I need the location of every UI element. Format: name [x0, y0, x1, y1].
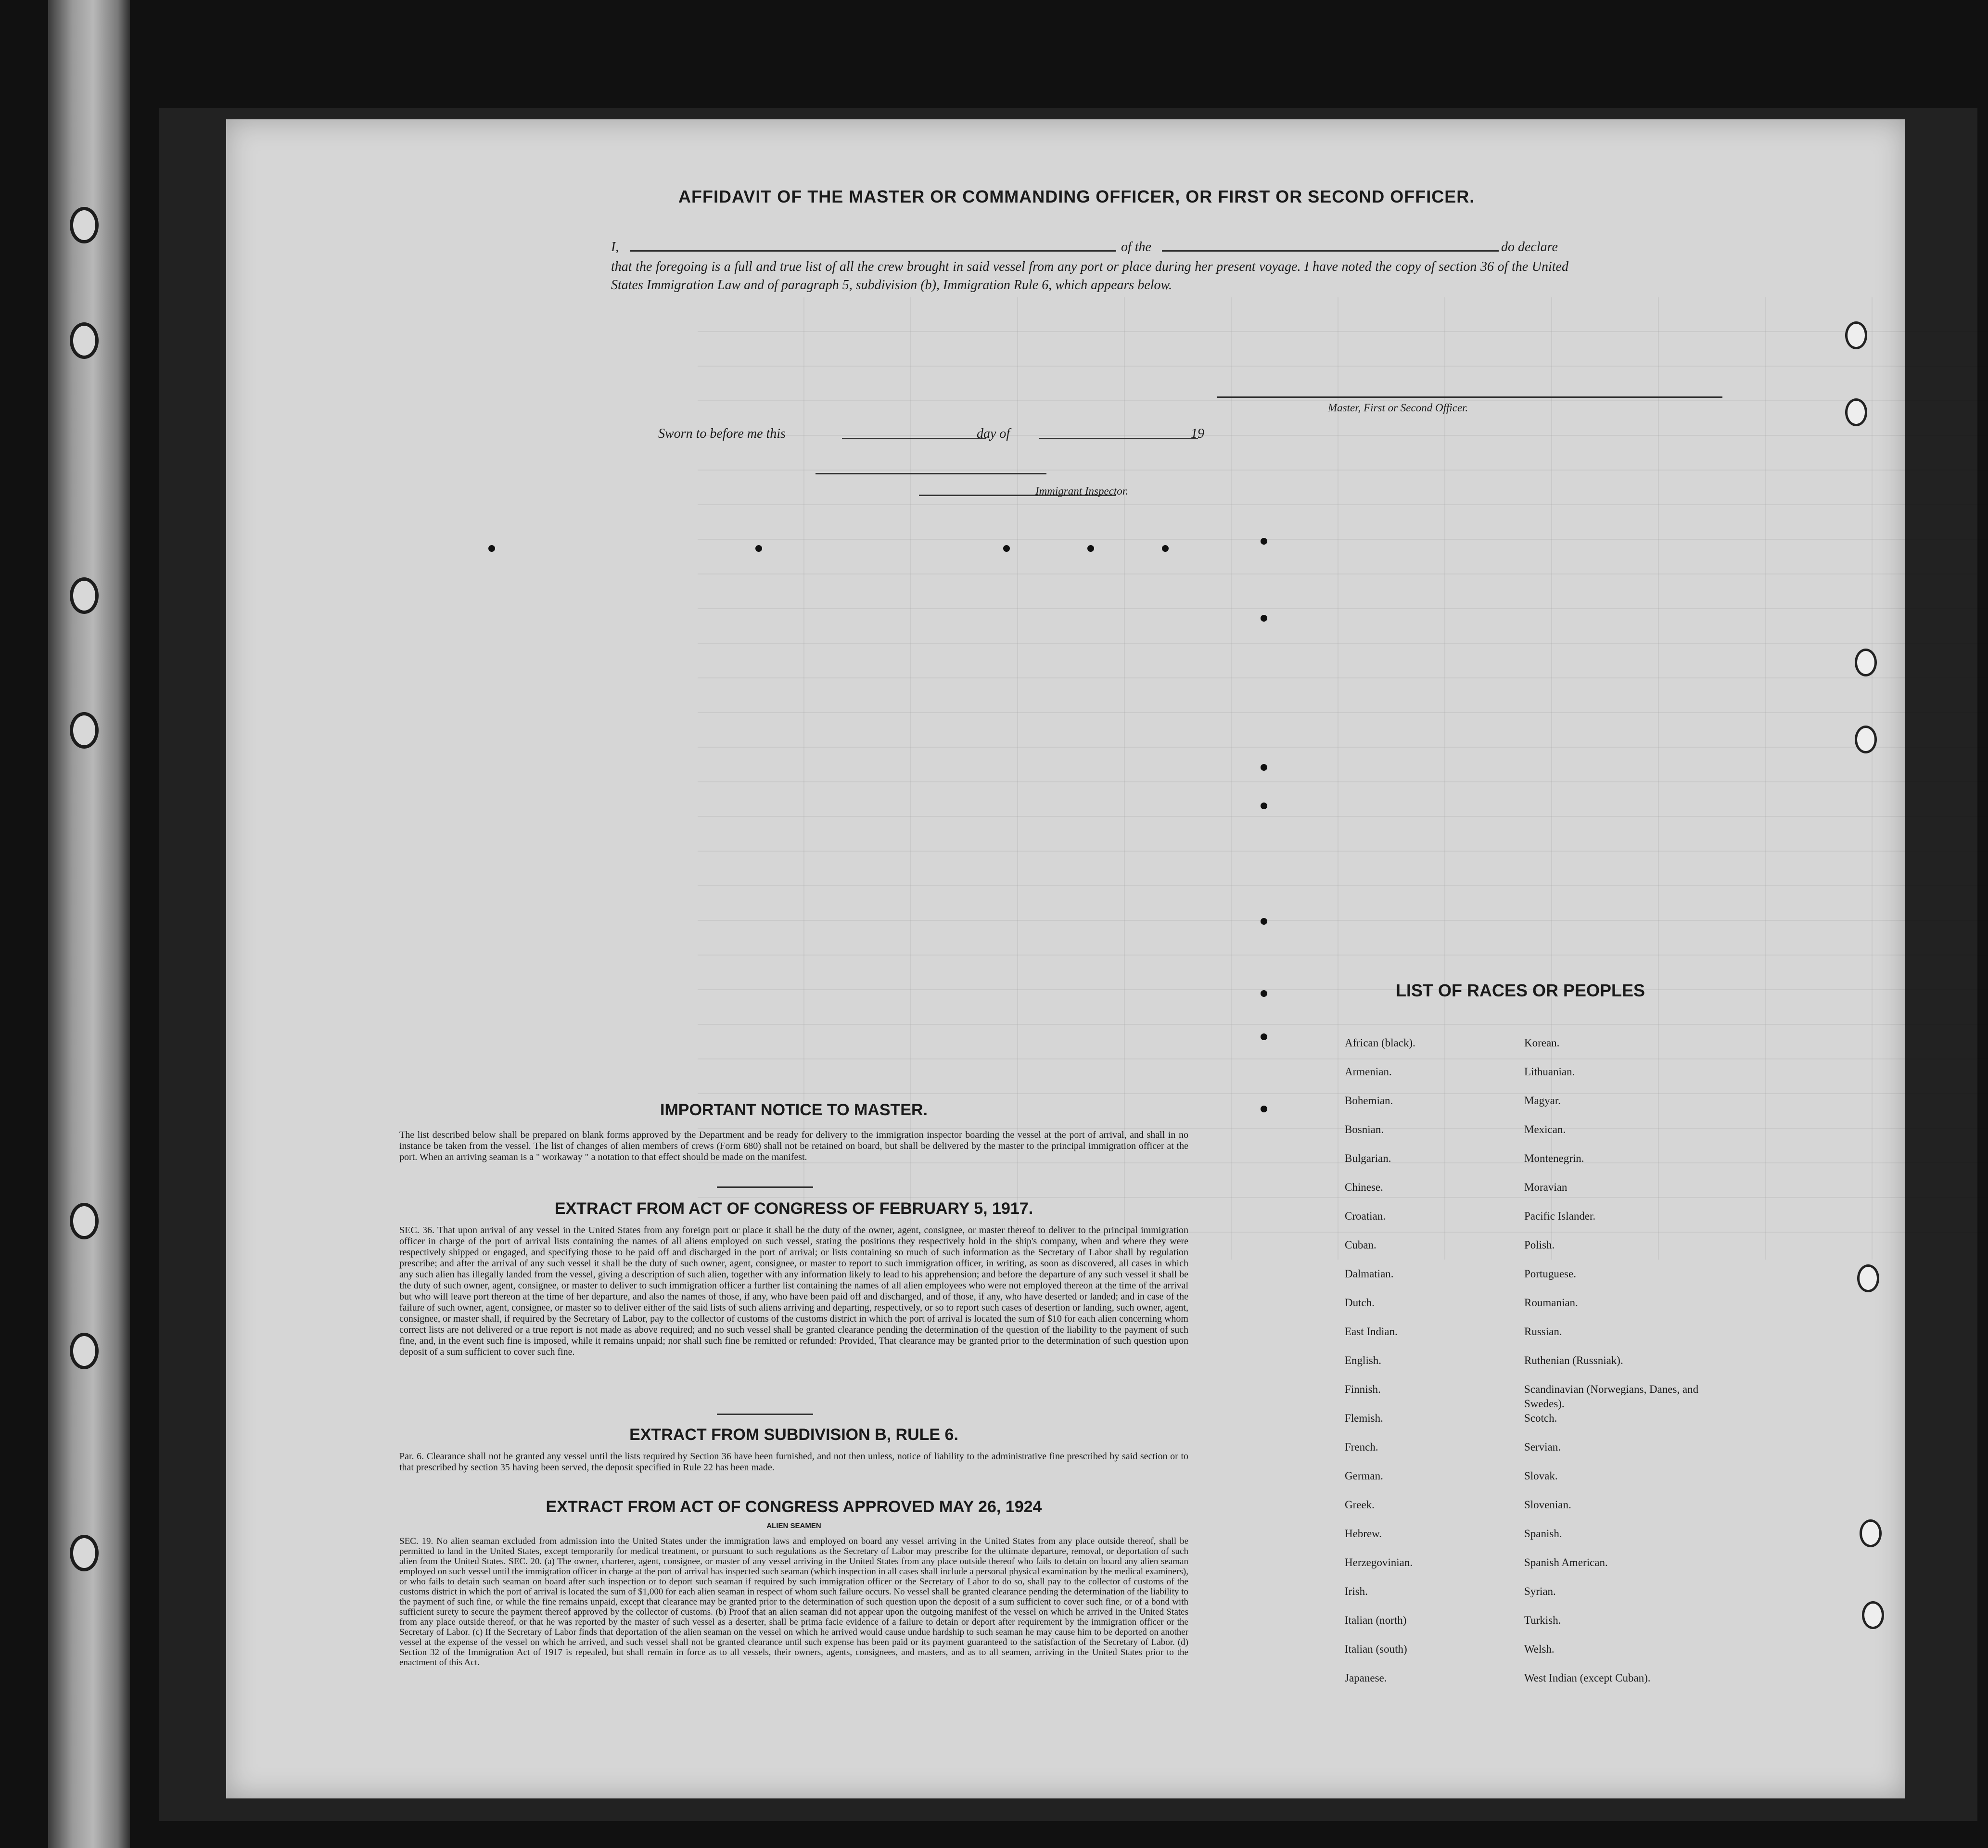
race-item: Lithuanian. [1524, 1066, 1575, 1078]
race-item: Spanish American. [1524, 1556, 1608, 1568]
mark-dot [1261, 764, 1267, 771]
mark-dot [1003, 545, 1010, 552]
race-item: Syrian. [1524, 1585, 1556, 1597]
punch-hole [1845, 321, 1867, 349]
race-item: Mexican. [1524, 1123, 1566, 1135]
race-item: Herzegovinian. [1345, 1556, 1413, 1568]
affidavit-declare: do declare [1501, 240, 1558, 255]
extract-1924-text: SEC. 19. No alien seaman excluded from admission into the United States under the immigration laws and employed on board any vessel arriving in the United States from any place outside thereof, shall be permitted to land in the United States, except temporarily for medical treatment, or pursuant to such regulations as the Secretary of Labor may prescribe for the ultimate departure, removal, or deportation of such alien from the United States. SEC. 20. (a) The owner, charterer, agent, consignee, or master of any vessel arriving in the United States from any place outside thereof who fails to detain on board any alien seaman employed on such vessel until the immigration officer in charge at the port of arrival has inspected such seaman (which inspection in all cases shall include a personal physical examination by the medical examiners), or who fails to detain such seaman on board after such inspection or to deport such seaman if required by such immigration officer or the Secretary of Labor to do so, shall pay to the collector of customs of the customs district in which the port of arrival is located the sum of $1,000 for each alien seaman in respect of whom such failure occurs. No vessel shall be granted clearance pending the determination of the liability to the payment of such fine, or while the fine remains unpaid, except that clearance may be granted prior to the determination of such question upon the deposit of a sum sufficient to cover such fine, or of a bond with sufficient surety to secure the payment thereof approved by the collector of customs. (b) Proof that an alien seaman did not appear upon the outgoing manifest of the vessel on which he arrived in the United States from any place outside thereof, or that he was reported by the master of such vessel as a deserter, shall be prima facie evidence of a failure to detain or deport after requirement by the immigration officer or the Secretary of Labor. (c) If the Secretary of Labor finds that deportation of the alien seaman on the vessel on which he arrived would cause undue hardship to such seaman he may cause him to be deported on another vessel at the expense of the vessel on which he arrived, and such vessel shall not be granted clearance until such expense has been paid or its payment guaranteed to the satisfaction of the Secretary of Labor. (d) Section 32 of the Immigration Act of 1917 is repealed, but shall remain in force as to all vessels, their owners, agents, consignees, and masters, and as to all seamen, arriving in the United States prior to the enactment of this Act. [399, 1536, 1188, 1668]
race-item: Moravian [1524, 1181, 1567, 1193]
binder-ring [70, 207, 99, 243]
master-label: Master, First or Second Officer. [1328, 402, 1468, 414]
mark-dot [1162, 545, 1169, 552]
race-item: Russian. [1524, 1325, 1562, 1338]
race-item: German. [1345, 1470, 1383, 1482]
races-title: LIST OF RACES OR PEOPLES [1395, 981, 1645, 1000]
race-item: Slovenian. [1524, 1499, 1571, 1511]
document-page [226, 119, 1905, 1798]
mark-dot [755, 545, 762, 552]
mark-dot [1261, 990, 1267, 997]
notice-text: The list described below shall be prepared on blank forms approved by the Department and be ready for delivery to the immigration inspector boarding the vessel at the port of arrival, and shall in no instance be taken from the vessel. The list of changes of alien members of crews (Form 680) shall not be retained on board, but shall be delivered by the master to the principal immigration officer at the port. When an arriving seaman is a " workaway " a notation to that effect should be made on the manifest. [399, 1130, 1188, 1162]
mark-dot [1261, 615, 1267, 622]
notice-title: IMPORTANT NOTICE TO MASTER. [660, 1101, 928, 1119]
year-prefix: 19 [1191, 426, 1204, 441]
race-item: Italian (north) [1345, 1614, 1407, 1626]
race-item: Portuguese. [1524, 1268, 1576, 1280]
race-item: Italian (south) [1345, 1643, 1407, 1655]
day-blank [842, 438, 986, 439]
punch-hole [1855, 649, 1877, 676]
binder-ring [70, 712, 99, 749]
race-item: Servian. [1524, 1441, 1561, 1453]
race-item: Bosnian. [1345, 1123, 1384, 1135]
affidavit-title: AFFIDAVIT OF THE MASTER OR COMMANDING OFFICER, OR FIRST OR SECOND OFFICER. [678, 187, 1475, 206]
mark-dot [1261, 538, 1267, 545]
mark-dot [488, 545, 495, 552]
divider [717, 1186, 813, 1188]
race-item: Turkish. [1524, 1614, 1561, 1626]
binder-strip [48, 0, 130, 1848]
race-item: Scandinavian (Norwegians, Danes, and Swedes). [1524, 1383, 1699, 1410]
race-item: Dutch. [1345, 1297, 1375, 1309]
master-signature-line [1217, 396, 1722, 398]
race-item: Slovak. [1524, 1470, 1558, 1482]
race-item: Cuban. [1345, 1239, 1376, 1251]
race-item: Montenegrin. [1524, 1152, 1584, 1164]
divider [717, 1414, 813, 1415]
race-item: Bulgarian. [1345, 1152, 1391, 1164]
race-item: Dalmatian. [1345, 1268, 1394, 1280]
binder-ring [70, 577, 99, 614]
month-blank [1039, 438, 1198, 439]
vessel-blank [1162, 250, 1499, 252]
mark-dot [1087, 545, 1094, 552]
affidavit-of-the: of the [1121, 240, 1151, 255]
mark-dot [1261, 1033, 1267, 1040]
race-item: East Indian. [1345, 1325, 1398, 1338]
race-item: African (black). [1345, 1037, 1415, 1049]
mark-dot [1261, 1106, 1267, 1112]
sworn-underline [816, 473, 1046, 474]
punch-hole [1862, 1601, 1884, 1629]
race-item: Croatian. [1345, 1210, 1386, 1222]
race-item: Magyar. [1524, 1095, 1561, 1107]
extract-1917-title: EXTRACT FROM ACT OF CONGRESS OF FEBRUARY 5, 1917. [554, 1199, 1033, 1218]
race-item: Bohemian. [1345, 1095, 1393, 1107]
race-item: Spanish. [1524, 1528, 1562, 1540]
binder-ring [70, 1333, 99, 1369]
race-item: Irish. [1345, 1585, 1368, 1597]
binder-ring [70, 1203, 99, 1239]
extract-1924-subtitle: ALIEN SEAMEN [766, 1522, 821, 1530]
race-item: Greek. [1345, 1499, 1375, 1511]
race-item: Finnish. [1345, 1383, 1381, 1395]
extract-1917-text: SEC. 36. That upon arrival of any vessel in the United States from any foreign port or place it shall be the duty of the owner, agent, consignee, or master thereof to deliver to the principal immigration officer in charge of the port of arrival lists containing the names of all aliens employed on such vessel, stating the positions they respectively hold in the ship's company, when and where they were respectively shipped or engaged, and specifying those to be paid off and discharged in the port of arrival; or lists containing so much of such information as the Secretary of Labor shall by regulation prescribe; and after the arrival of any such vessel it shall be the duty of such owner, agent, consignee, or master to report to such immigration officer, in writing, as soon as discovered, all cases in which any such alien has illegally landed from the vessel, giving a description of such alien, together with any information likely to lead to his apprehension; and before the departure of any such vessel it shall be the duty of such owner, agent, consignee, or master to deliver to such immigration officer a further list containing the names of all alien employees who were not employed thereon at the time of the arrival but who will leave port thereon at the time of her departure, and also the names of those, if any, who have been paid off and discharged, and of those, if any, who have deserted or landed; and in case of the failure of such owner, agent, consignee, or master so to deliver either of the said lists of such aliens arriving and departing, respectively, or so to report such cases of desertion or landing, such owner, agent, consignee, or master shall, if required by the Secretary of Labor, pay to the collector of customs of the customs district in which the port of arrival is located the sum of $10 for each alien concerning whom correct lists are not delivered or a true report is not made as above required; and no such vessel shall be granted clearance pending the determination of the question of the liability to the payment of such fine, and, in the event such fine is imposed, while it remains unpaid; nor shall such fine be remitted or refunded: Provided, That clearance may be granted prior to the determination of such question upon deposit of a sum sufficient to cover such fine. [399, 1225, 1188, 1357]
binder-ring [70, 1535, 99, 1571]
race-item: West Indian (except Cuban). [1524, 1672, 1651, 1684]
race-item: Japanese. [1345, 1672, 1387, 1684]
binder-ring [70, 322, 99, 359]
race-item: Hebrew. [1345, 1528, 1382, 1540]
extract-rule6-title: EXTRACT FROM SUBDIVISION B, RULE 6. [629, 1426, 958, 1444]
name-blank [630, 250, 1116, 252]
race-item: Welsh. [1524, 1643, 1555, 1655]
day-of-label: day of [977, 426, 1010, 441]
races-left-column [1345, 1036, 1518, 1700]
mark-dot [1261, 803, 1267, 809]
race-item: French. [1345, 1441, 1378, 1453]
race-item: Pacific Islander. [1524, 1210, 1596, 1222]
extract-rule6-text: Par. 6. Clearance shall not be granted any vessel until the lists required by Section 36 have been furnished, and not then unless, notice of liability to the administrative fine prescribed by said section or to that prescribed by section 35 having been served, the deposit specified in Rule 22 has been made. [399, 1451, 1188, 1473]
inspector-label: Immigrant Inspector. [1035, 485, 1128, 497]
race-item: Chinese. [1345, 1181, 1383, 1193]
extract-1924-title: EXTRACT FROM ACT OF CONGRESS APPROVED MAY 26, 1924 [546, 1498, 1042, 1516]
punch-hole [1857, 1264, 1879, 1292]
race-item: Roumanian. [1524, 1297, 1578, 1309]
sworn-label: Sworn to before me this [658, 426, 786, 441]
race-item: Ruthenian (Russniak). [1524, 1354, 1623, 1366]
race-item: English. [1345, 1354, 1382, 1366]
punch-hole [1845, 398, 1867, 426]
race-item: Polish. [1524, 1239, 1555, 1251]
punch-hole [1860, 1519, 1882, 1547]
races-right-column [1524, 1036, 1726, 1700]
affidavit-body: that the foregoing is a full and true list of all the crew brought in said vessel from any port or place during her present voyage. I have noted the copy of section 36 of the United States Immigration Law and of paragraph 5, subdivision (b), Immigration Rule 6, which appears below. [611, 259, 1568, 293]
race-item: Scotch. [1524, 1412, 1557, 1424]
affidavit-i: I, [611, 240, 619, 255]
race-item: Flemish. [1345, 1412, 1383, 1424]
race-item: Korean. [1524, 1037, 1560, 1049]
punch-hole [1855, 726, 1877, 753]
mark-dot [1261, 918, 1267, 925]
race-item: Armenian. [1345, 1066, 1392, 1078]
